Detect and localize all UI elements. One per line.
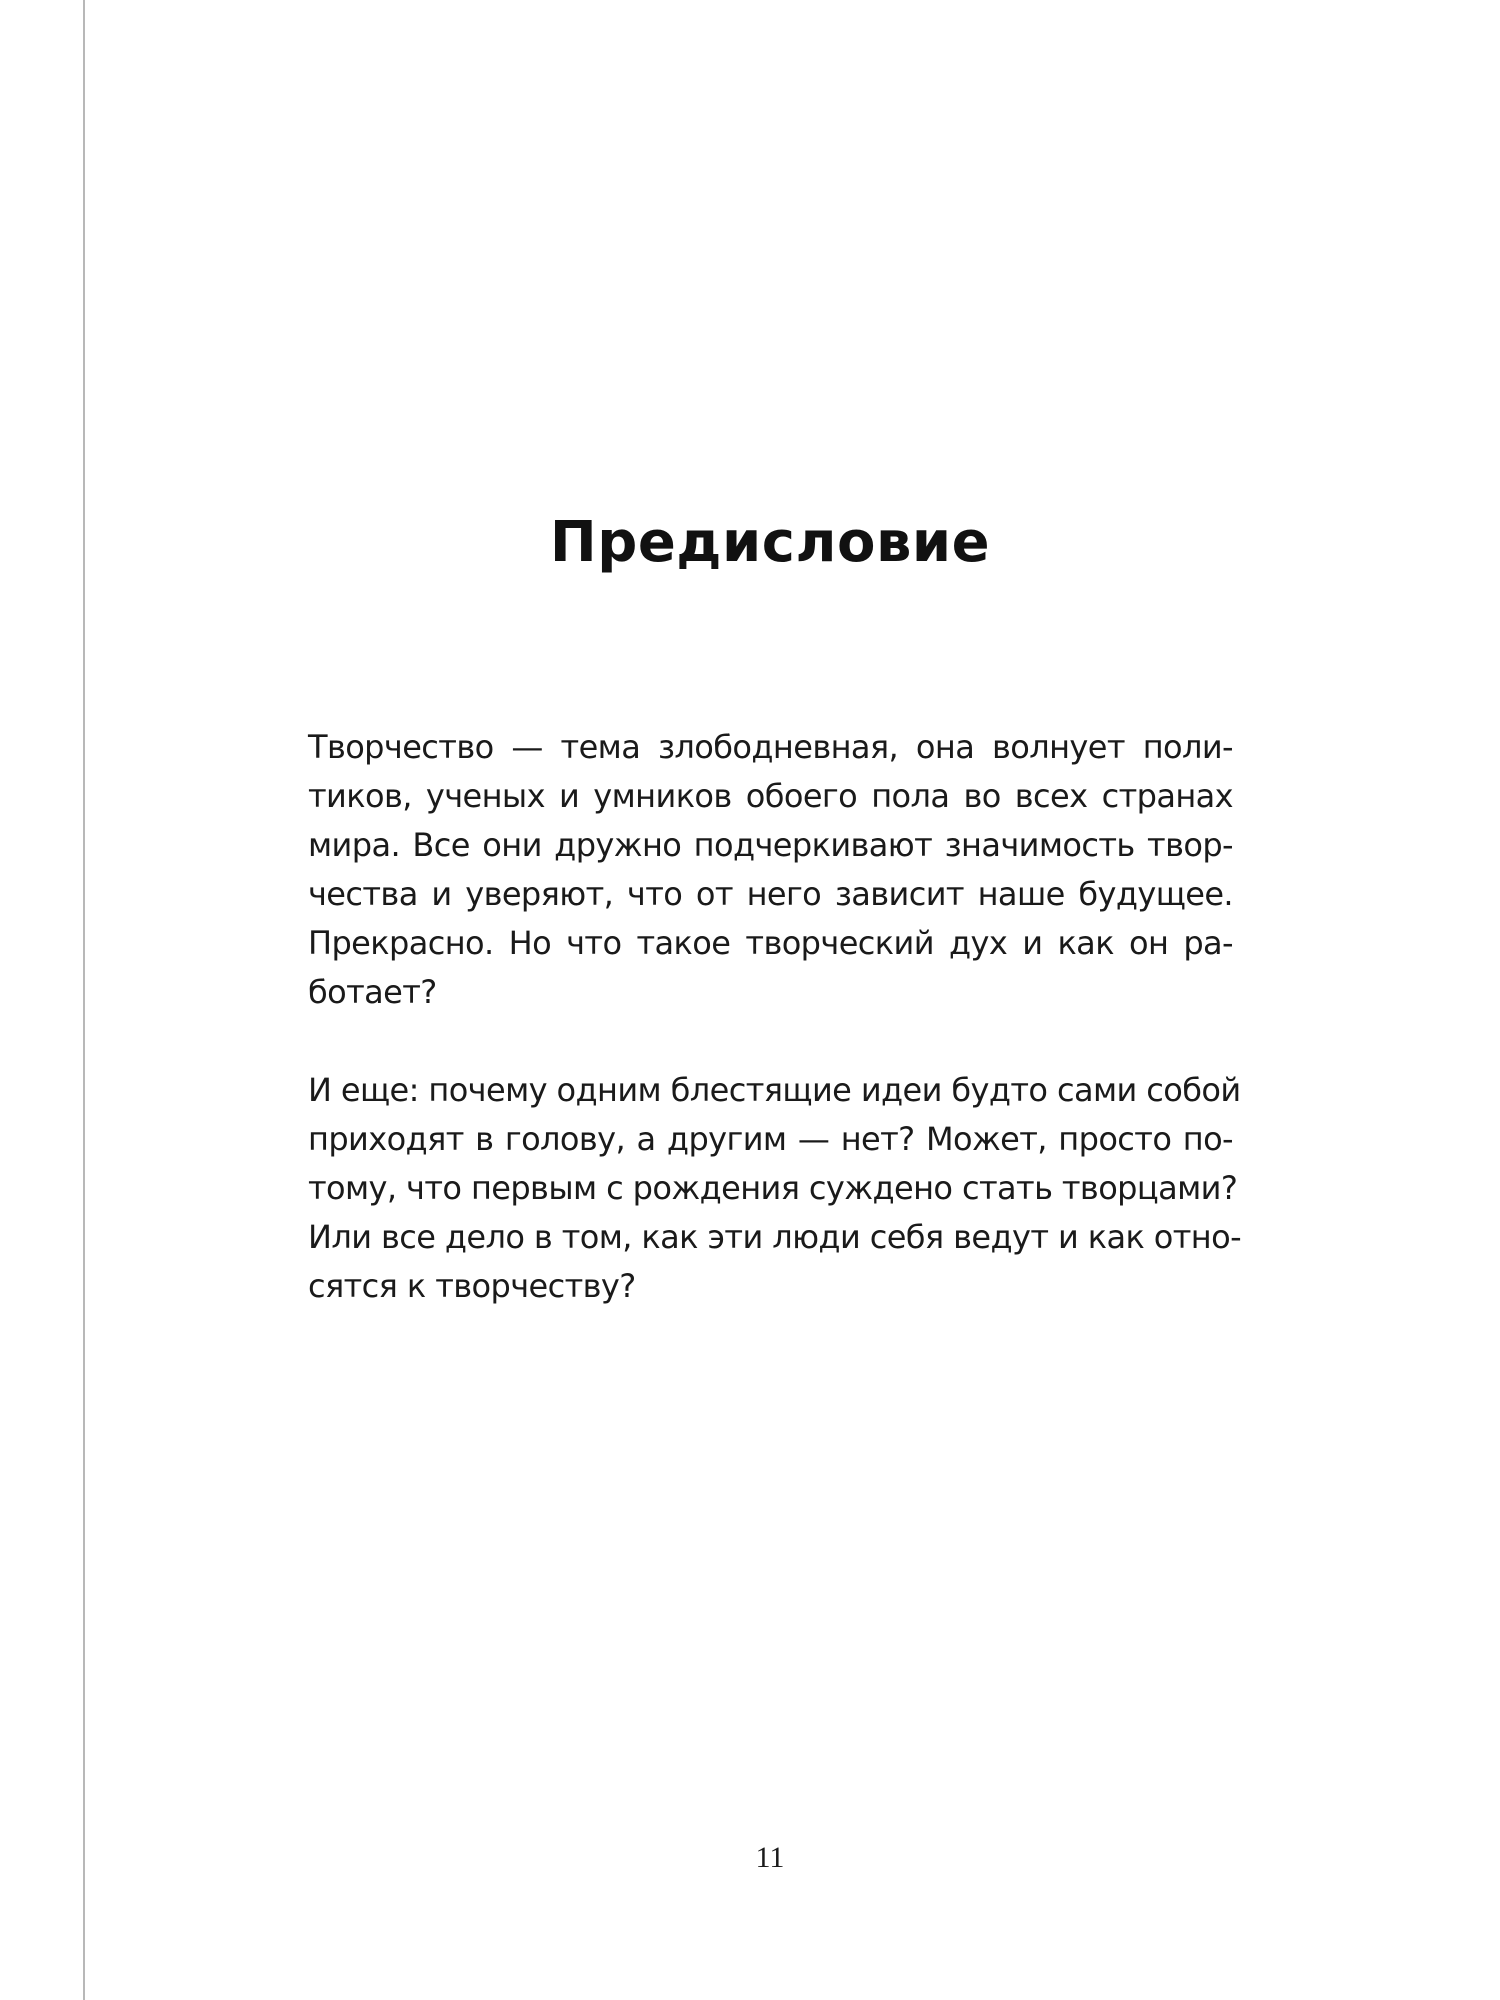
- text-line: сятся к творчеству?: [308, 1267, 636, 1305]
- paragraph: [308, 723, 1233, 1017]
- chapter-title: Предисловие: [549, 510, 991, 575]
- text-line: мира. Все они дружно подчеркивают значимость твор-: [308, 826, 1233, 864]
- text-line: тиков, ученых и умников обоего пола во всех странах: [308, 777, 1233, 815]
- text-line: ботает?: [308, 973, 437, 1011]
- page-number: 11: [755, 1841, 785, 1874]
- paragraph: [308, 1066, 1242, 1311]
- text-line: приходят в голову, а другим — нет? Может, просто по-: [308, 1120, 1233, 1158]
- text-line: И еще: почему одним блестящие идеи будто сами собой: [308, 1071, 1241, 1109]
- text-line: Прекрасно. Но что такое творческий дух и как он ра-: [308, 924, 1233, 962]
- page-binding-edge: [83, 0, 85, 2000]
- text-line: чества и уверяют, что от него зависит наше будущее.: [308, 875, 1233, 913]
- text-line: Или все дело в том, как эти люди себя ведут и как отно-: [308, 1218, 1242, 1256]
- text-line: тому, что первым с рождения суждено стать творцами?: [308, 1169, 1238, 1207]
- text-line: Творчество — тема злободневная, она волнует поли-: [308, 728, 1233, 766]
- body-text: [308, 723, 1242, 1311]
